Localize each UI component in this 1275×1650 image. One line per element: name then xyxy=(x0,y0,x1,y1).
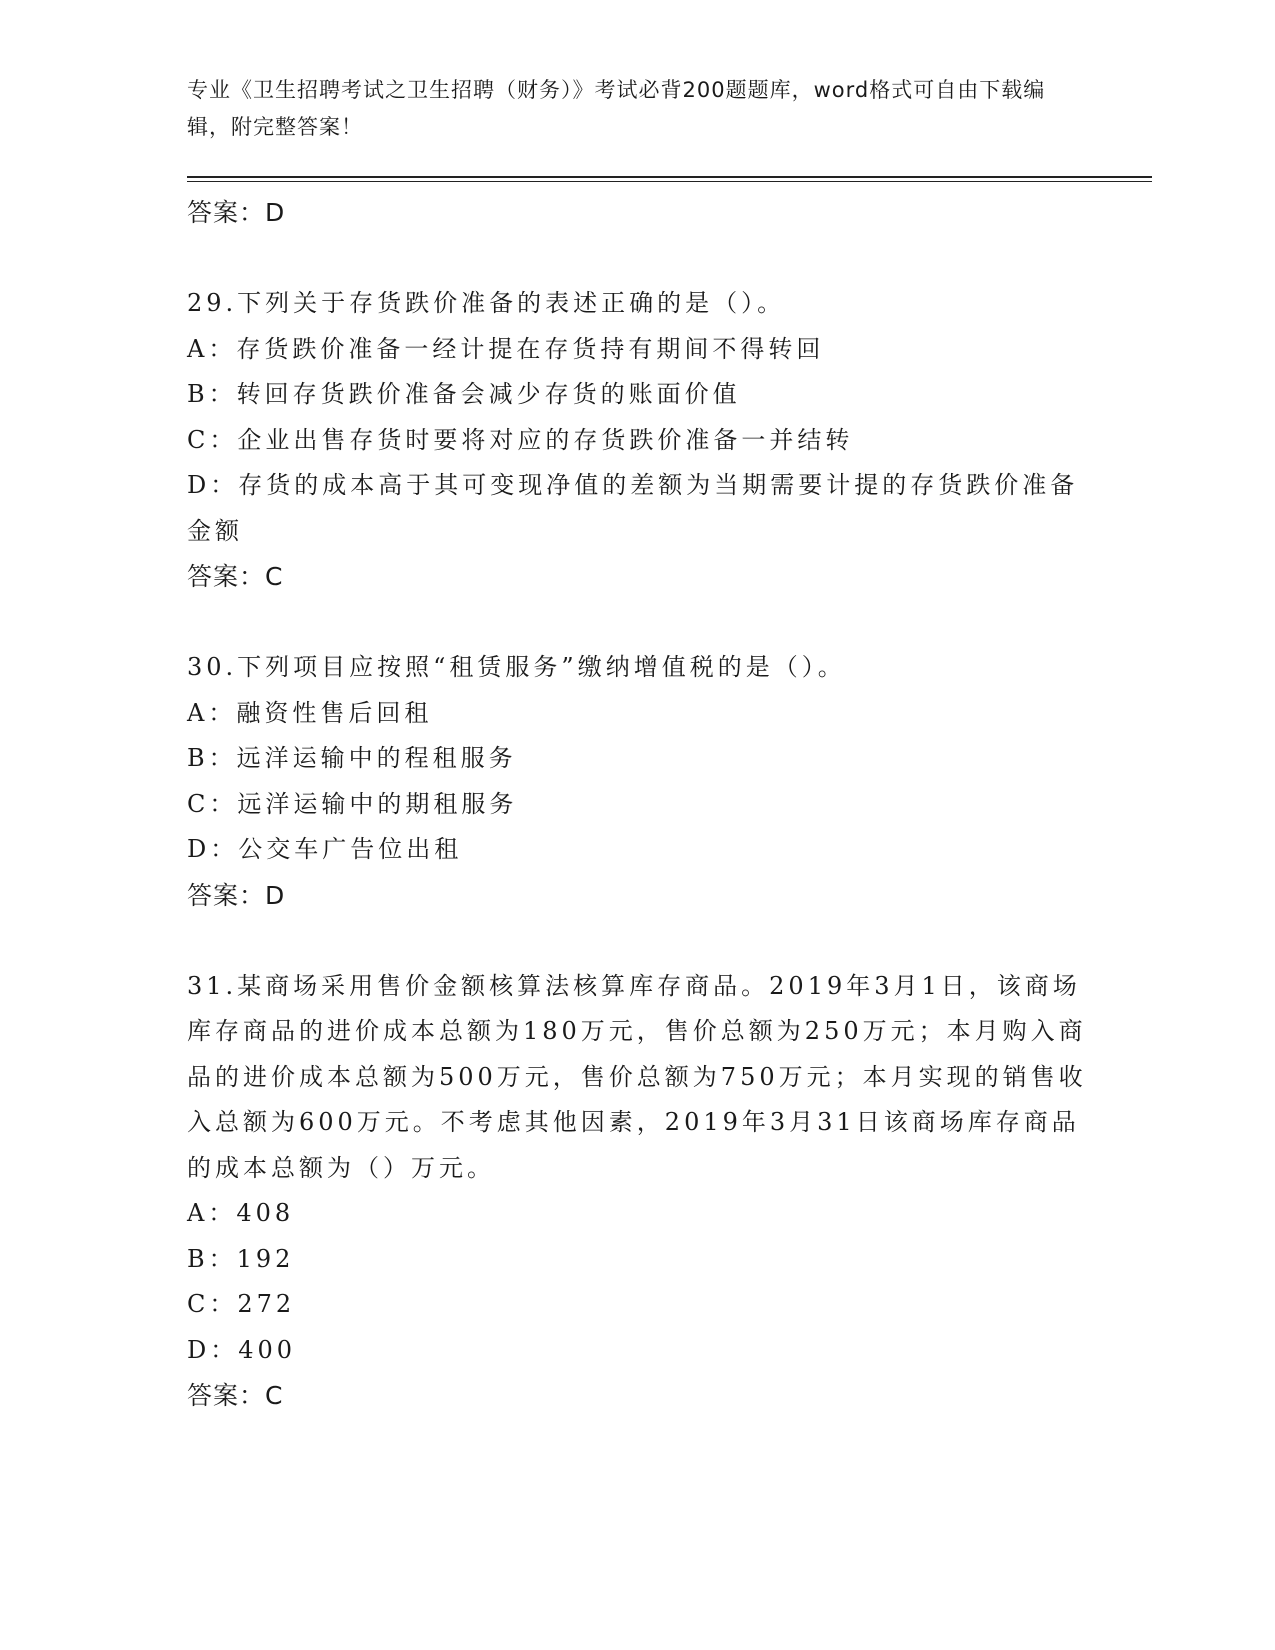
question-31 xyxy=(187,964,1087,1420)
question-stem: 30.下列项目应按照“租赁服务”缴纳增值税的是（）。 xyxy=(187,653,846,681)
option-a: A：408 xyxy=(187,1199,295,1227)
header-divider-thin xyxy=(187,181,1152,182)
answer: 答案：D xyxy=(187,880,286,910)
answer: 答案：C xyxy=(187,1381,284,1410)
question-stem: 29.下列关于存货跌价准备的表述正确的是（）。 xyxy=(187,289,786,317)
option-a: A：存货跌价准备一经计提在存货持有期间不得转回 xyxy=(187,334,825,363)
question-29 xyxy=(187,281,1087,600)
option-b: B：远洋运输中的程租服务 xyxy=(187,744,517,772)
option-d: D：400 xyxy=(187,1335,297,1364)
question-stem: 31.某商场采用售价金额核算法核算库存商品。2019年3月1日，该商场库存商品的进价成本总额为180万元，售价总额为250万元；本月购入商品的进价成本总额为500万元，售价总额为750万元；本月实现的销售收入总额为600万元。不考虑其他因素，2019年3月31日该商场库存商品的成本总额为（）万元。 xyxy=(187,971,1087,1182)
option-c: C：272 xyxy=(187,1290,296,1318)
previous-answer: 答案：D xyxy=(187,198,286,227)
option-a: A：融资性售后回租 xyxy=(187,698,433,727)
option-d: D：公交车广告位出租 xyxy=(187,835,463,863)
option-c: C：企业出售存货时要将对应的存货跌价准备一并结转 xyxy=(187,425,854,454)
question-30 xyxy=(187,645,1087,919)
document-header: 专业《卫生招聘考试之卫生招聘（财务）》考试必背200题题库，word格式可自由下载编辑，附完整答案！ xyxy=(187,78,1046,139)
option-b: B：192 xyxy=(187,1244,295,1273)
header-divider xyxy=(187,176,1152,178)
answer: 答案：C xyxy=(187,562,284,591)
option-d: D：存货的成本高于其可变现净值的差额为当期需要计提的存货跌价准备金额 xyxy=(187,471,1079,545)
option-c: C：远洋运输中的期租服务 xyxy=(187,789,518,818)
question-content xyxy=(187,190,1087,1419)
option-b: B：转回存货跌价准备会减少存货的账面价值 xyxy=(187,380,741,408)
